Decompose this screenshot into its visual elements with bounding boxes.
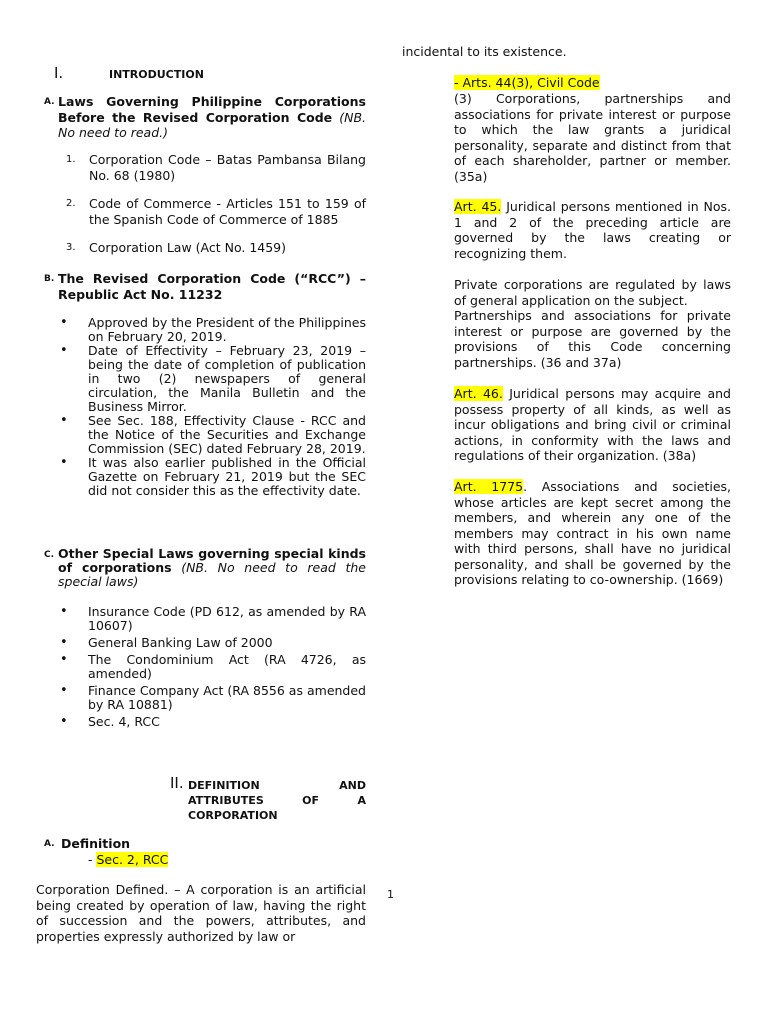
subsection-b-letter: B. [44,274,55,284]
subsection-a [36,94,366,141]
page-number: 1 [387,888,394,901]
art-46 [454,386,731,464]
subsection-b-title: The Revised Corporation Code (“RCC”) – Republic Act No. 11232 [58,271,366,302]
continuation-text: incidental to its existence. [402,44,567,59]
list-item: • Approved by the President of the Philippines on February 20, 2019. [36,316,366,344]
art-46-label: Art. 46. [454,386,503,401]
civil-code-reference: - Arts. 44(3), Civil Code [454,75,600,90]
subsection-c-title: Other Special Laws governing special kinds of corporations [58,546,366,575]
subsection-c-letter: C. [44,550,55,560]
subsection-b [36,271,366,302]
private-corporations-text: Private corporations are regulated by laws of general application on the subject. [454,277,731,308]
list-item: • Finance Company Act (RA 8556 as amended by RA 10881) [36,684,366,712]
art-1775-label: Art. 1775 [454,479,524,494]
art-45-text: Juridical persons mentioned in Nos. 1 and 2 of the preceding article are governed by the laws creating or recognizing them. [454,199,731,261]
art-1775 [454,479,731,588]
art-45 [454,199,731,261]
art-45-label: Art. 45. [454,199,502,214]
list-item: 1. Corporation Code – Batas Pambansa Bilang No. 68 (1980) [66,152,366,183]
subsection-c-bullets [36,605,366,729]
list-item: • Insurance Code (PD 612, as amended by RA 10607) [36,605,366,633]
list-item: • See Sec. 188, Effectivity Clause - RCC and the Notice of the Securities and Exchange Commission (SEC) dated February 28, 2019. [36,414,366,456]
section-2-numeral: II. [170,774,184,792]
partnerships-text: Partnerships and associations for private interest or purpose are governed by the provisions of this Code concerning partnerships. (36 and 37a) [454,308,731,370]
list-item: 2. Code of Commerce - Articles 151 to 159 of the Spanish Code of Commerce of 1885 [66,196,366,227]
definition-text: Corporation Defined. – A corporation is an artificial being created by operation of law, having the right of succession and the powers, attributes, and properties expressly authorized by law or [36,882,366,944]
subsection-a-title: Laws Governing Philippine Corporations Before the Revised Corporation Code [58,94,366,125]
section-2-title: DEFINITION AND ATTRIBUTES OF A CORPORATION [188,779,366,822]
definition-heading: A. Definition [44,836,131,851]
list-item: • It was also earlier published in the Official Gazette on February 21, 2019 but the SEC did not consider this as the effectivity date. [36,456,366,498]
subsection-c [36,547,366,589]
definition-title: Definition [61,836,131,851]
subsection-b-bullets [36,316,366,498]
section-1-title: INTRODUCTION [109,68,204,81]
subsection-a-letter: A. [44,97,55,107]
list-item: • Sec. 4, RCC [36,715,366,729]
art-1775-text: . Associations and societies, whose articles are kept secret among the members, and wherein any one of the members may contract in his own name with third persons, shall have no juridical personality, and shall be governed by the provisions relating to co-ownership. (1669) [454,479,732,587]
subsection-c-note: (NB. No need to read the special laws) [58,560,366,589]
list-item: • General Banking Law of 2000 [36,636,366,650]
definition-reference: - Sec. 2, RCC [88,852,169,867]
subsection-a-note: (NB. No need to read.) [58,109,366,140]
list-item: 3. Corporation Law (Act No. 1459) [66,240,287,255]
section-1-numeral: I. [54,64,64,82]
art-44-text: (3) Corporations, partnerships and associations for private interest or purpose to which the law grants a juridical personality, separate and distinct from that of each shareholder, partner or member. (35a) [454,91,731,184]
list-item: • The Condominium Act (RA 4726, as amended) [36,653,366,681]
art-46-text: Juridical persons may acquire and possess property of all kinds, as well as incur obligations and bring civil or criminal actions, in conformity with the laws and regulations of their organization. (38a) [454,386,731,463]
list-item: • Date of Effectivity – February 23, 2019 – being the date of completion of publication in two (2) newspapers of general circulation, the Manila Bulletin and the Business Mirror. [36,344,366,414]
